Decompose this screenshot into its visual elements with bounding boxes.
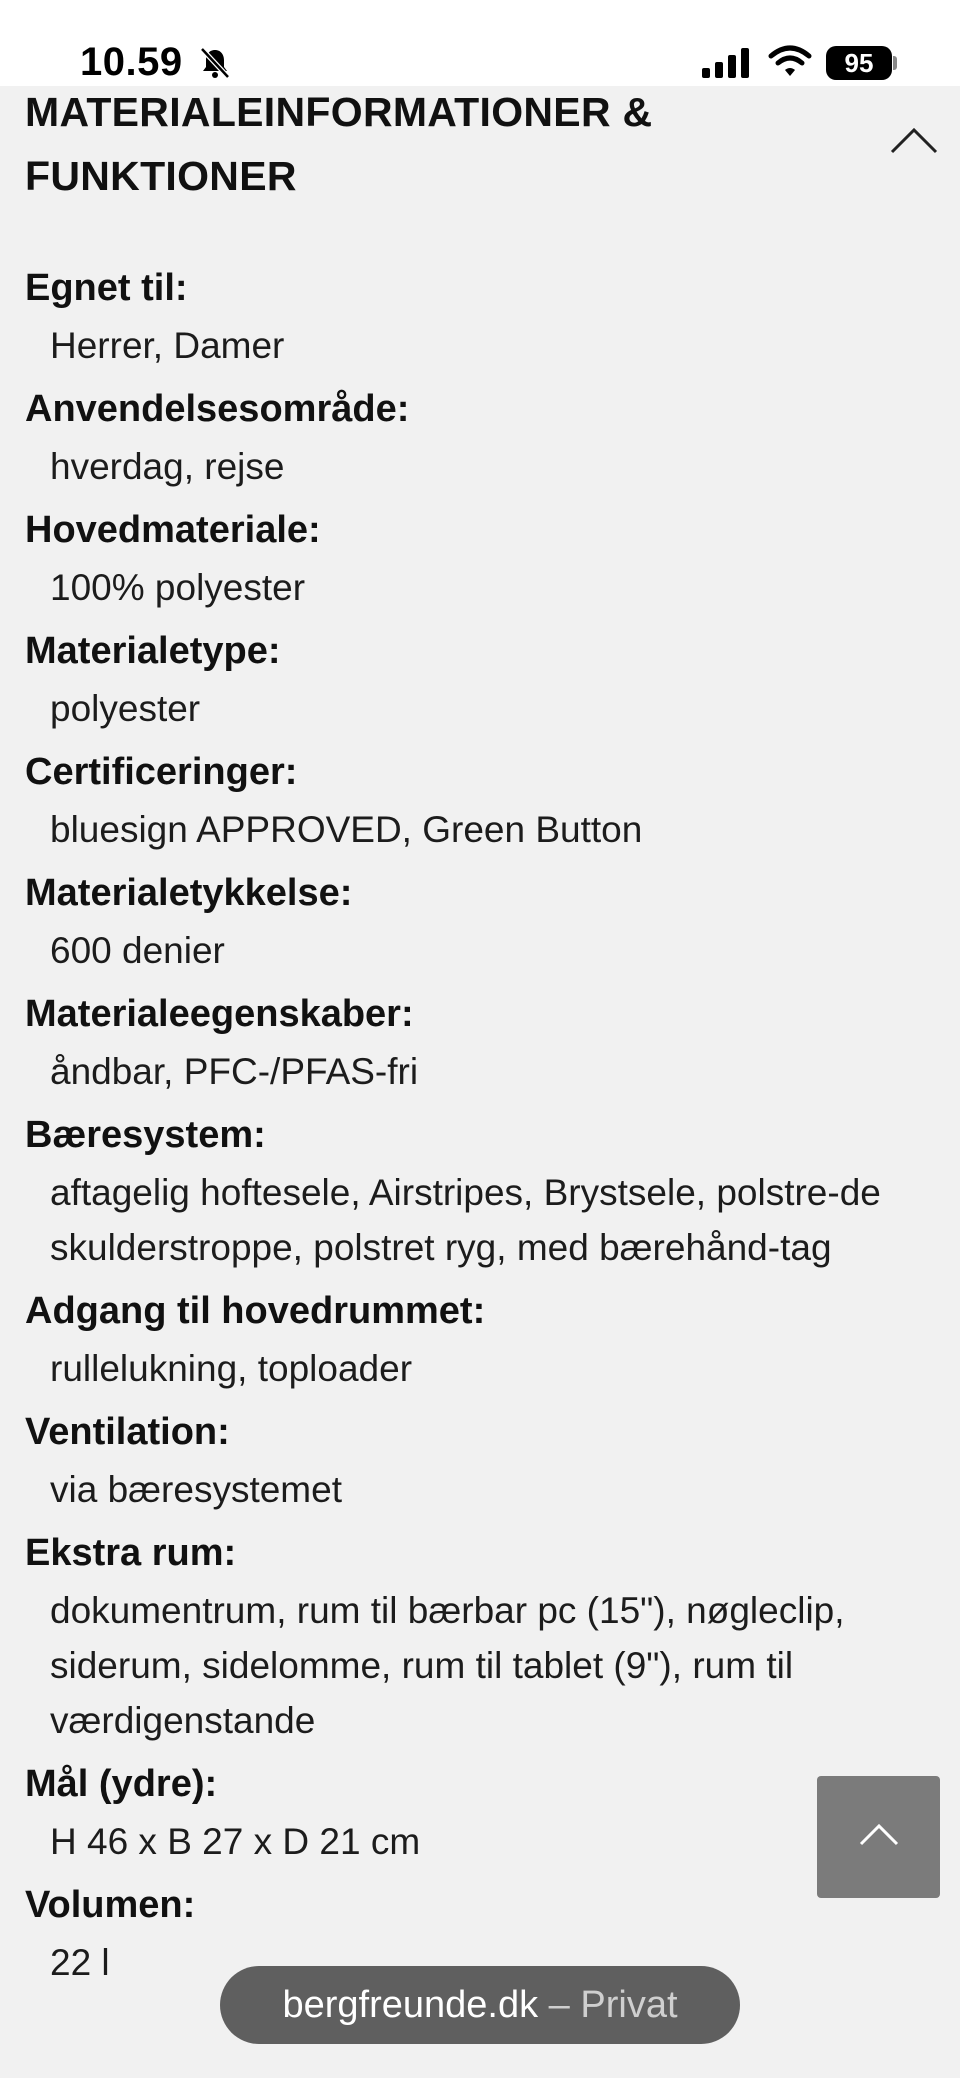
section-title: MATERIALEINFORMATIONER & FUNKTIONER (25, 89, 653, 199)
spec-value: H 46 x B 27 x D 21 cm (50, 1821, 421, 1862)
chevron-up-icon (857, 1820, 901, 1848)
browser-url-pill[interactable] (220, 1966, 740, 2044)
spec-item (25, 1281, 935, 1396)
spec-label: Materialetype: (25, 630, 281, 672)
url-separator: – (538, 1984, 581, 2026)
spec-value: dokumentrum, rum til bærbar pc (15"), nøgleclip, siderum, sidelomme, rum til tablet (9"), rum til værdigenstande (50, 1590, 845, 1741)
spec-label: Adgang til hovedrummet: (25, 1290, 486, 1332)
spec-list (25, 258, 935, 1996)
spec-value: polyester (50, 688, 201, 729)
spec-value: 600 denier (50, 930, 225, 971)
spec-item (25, 258, 935, 373)
scroll-to-top-button[interactable] (817, 1776, 940, 1898)
spec-value: via bæresystemet (50, 1469, 342, 1510)
bell-muted-icon (198, 46, 232, 80)
spec-label: Materialeegenskaber: (25, 993, 414, 1035)
spec-label: Ventilation: (25, 1411, 230, 1453)
spec-label: Materialetykkelse: (25, 872, 353, 914)
spec-item (25, 1523, 935, 1748)
spec-label: Egnet til: (25, 267, 188, 309)
spec-label: Anvendelsesområde: (25, 388, 410, 430)
spec-item (25, 500, 935, 615)
spec-value: 100% polyester (50, 567, 306, 608)
spec-item (25, 863, 935, 978)
spec-label: Volumen: (25, 1884, 196, 1926)
spec-label: Certificeringer: (25, 751, 298, 793)
spec-label: Mål (ydre): (25, 1763, 218, 1805)
spec-value: bluesign APPROVED, Green Button (50, 809, 643, 850)
spec-item (25, 1754, 935, 1869)
status-time: 10.59 (80, 40, 183, 84)
wifi-icon (768, 44, 812, 80)
spec-item (25, 1402, 935, 1517)
chevron-up-icon[interactable] (884, 120, 944, 160)
spec-label: Bæresystem: (25, 1114, 266, 1156)
spec-item (25, 1105, 935, 1275)
battery-tip (893, 56, 897, 70)
spec-label: Hovedmateriale: (25, 509, 321, 551)
spec-item (25, 742, 935, 857)
url-domain: bergfreunde.dk (282, 1984, 539, 2026)
signal-icon (700, 46, 752, 80)
spec-item (25, 379, 935, 494)
spec-value: 22 l (50, 1942, 110, 1983)
spec-value: rullelukning, toploader (50, 1348, 413, 1389)
spec-value: aftagelig hoftesele, Airstripes, Brystsele, polstre-de skulderstroppe, polstret ryg, med bærehånd-tag (50, 1172, 881, 1268)
spec-label: Ekstra rum: (25, 1532, 237, 1574)
spec-value: Herrer, Damer (50, 325, 285, 366)
status-bar (0, 0, 960, 86)
spec-value: åndbar, PFC-/PFAS-fri (50, 1051, 419, 1092)
spec-item (25, 621, 935, 736)
private-mode-label: Privat (580, 1984, 678, 2026)
battery-icon: 95 (826, 46, 892, 80)
spec-item (25, 984, 935, 1099)
spec-value: hverdag, rejse (50, 446, 285, 487)
